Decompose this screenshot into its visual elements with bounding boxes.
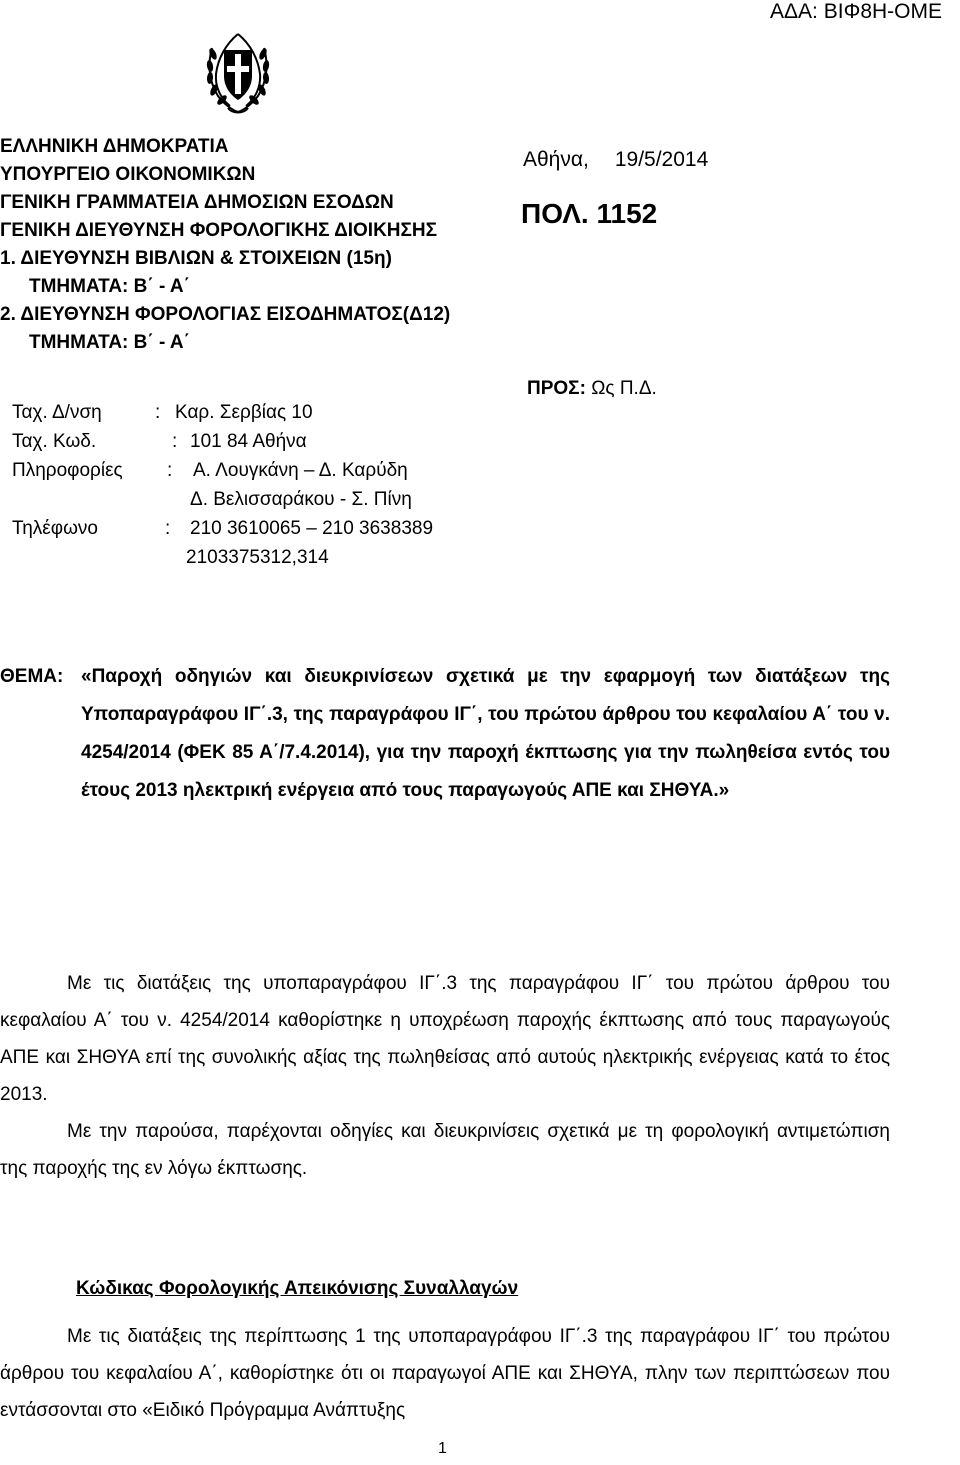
date-city: Αθήνα,: [523, 148, 589, 171]
body-paragraph: Με την παρούσα, παρέχονται οδηγίες και διευκρινίσεις σχετικά με τη φορολογική αντιμετώπιση της παροχής της εν λόγω έκπτωσης.: [0, 1121, 890, 1179]
org-line: 1. ΔΙΕΥΘΥΝΣΗ ΒΙΒΛΙΩΝ & ΣΤΟΙΧΕΙΩΝ (15η): [0, 248, 392, 269]
postal-code-value: 101 84 Αθήνα: [190, 431, 307, 452]
org-line: ΓΕΝΙΚΗ ΔΙΕΥΘΥΝΣΗ ΦΟΡΟΛΟΓΙΚΗΣ ΔΙΟΙΚΗΣΗΣ: [0, 220, 438, 241]
subject-label: ΘΕΜΑ:: [0, 666, 64, 687]
document-date: [523, 148, 708, 172]
recipient-label: ΠΡΟΣ:: [527, 378, 586, 399]
recipient-value: Ως Π.Δ.: [591, 378, 657, 399]
postal-address-label: Ταχ. Δ/νση: [12, 402, 102, 423]
date-value: 19/5/2014: [614, 148, 709, 171]
colon: :: [155, 402, 161, 423]
contact-details: [12, 398, 512, 572]
postal-code-label: Ταχ. Κωδ.: [12, 431, 97, 452]
postal-address-value: Καρ. Σερβίας 10: [175, 402, 313, 423]
body-text: [0, 965, 890, 1187]
ada-code: ΑΔΑ: ΒΙΦ8Η-ΟΜΕ: [770, 0, 942, 23]
section-heading: Κώδικας Φορολογικής Απεικόνισης Συναλλαγών: [76, 1278, 519, 1299]
section-body: [0, 1318, 890, 1429]
page-number: 1: [438, 1440, 447, 1457]
body-paragraph: Με τις διατάξεις της περίπτωσης 1 της υποπαραγράφου ΙΓ΄.3 της παραγράφου ΙΓ΄ του πρώτου άρθρου του κεφαλαίου Α΄, καθορίστηκε ότι οι παραγωγοί ΑΠΕ και ΣΗΘΥΑ, πλην των περιπτώσεων που εντάσσονται στο «Ειδικό Πρόγραμμα Ανάπτυξης: [0, 1326, 890, 1421]
subject-text: «Παροχή οδηγιών και διευκρινίσεων σχετικά με την εφαρμογή των διατάξεων της Υποπαραγράφου ΙΓ΄.3, της παραγράφου ΙΓ΄, του πρώτου άρθρου του κεφαλαίου Α΄ του ν. 4254/2014 (ΦΕΚ 85 Α΄/7.4.2014), για την παροχή έκπτωσης για την πωληθείσα εντός του έτους 2013 ηλεκτρική ενέργεια από τους παραγωγούς ΑΠΕ και ΣΗΘΥΑ.»: [81, 666, 890, 801]
recipient: [527, 378, 657, 400]
colon: :: [172, 431, 178, 452]
org-line: ΤΜΗΜΑΤΑ: Β΄ - Α΄: [29, 332, 190, 353]
info-label: Πληροφορίες: [12, 460, 123, 481]
body-paragraph: Με τις διατάξεις της υποπαραγράφου ΙΓ΄.3 της παραγράφου ΙΓ΄ του πρώτου άρθρου του κεφαλαίου Α΄ του ν. 4254/2014 καθορίστηκε η υποχρέωση παροχής έκπτωσης από τους παραγωγούς ΑΠΕ και ΣΗΘΥΑ επί της συνολικής αξίας της πωληθείσας από αυτούς ηλεκτρικής ενέργειας κατά το έτος 2013.: [0, 973, 890, 1105]
info-value: Α. Λουγκάνη – Δ. Καρύδη: [193, 460, 408, 481]
colon: :: [165, 518, 171, 539]
org-line: ΥΠΟΥΡΓΕΙΟ ΟΙΚΟΝΟΜΙΚΩΝ: [0, 164, 256, 185]
org-line: ΓΕΝΙΚΗ ΓΡΑΜΜΑΤΕΙΑ ΔΗΜΟΣΙΩΝ ΕΣΟΔΩΝ: [0, 192, 394, 213]
phone-value: 210 3610065 – 210 3638389: [190, 518, 434, 539]
org-line: ΕΛΛΗΝΙΚΗ ΔΗΜΟΚΡΑΤΙΑ: [0, 136, 229, 157]
hellenic-republic-emblem: [198, 28, 278, 118]
org-line: 2. ΔΙΕΥΘΥΝΣΗ ΦΟΡΟΛΟΓΙΑΣ ΕΙΣΟΔΗΜΑΤΟΣ(Δ12): [0, 304, 451, 325]
org-line: ΤΜΗΜΑΤΑ: Β΄ - Α΄: [29, 276, 190, 297]
circular-number: ΠΟΛ. 1152: [521, 198, 658, 229]
subject-block: [0, 658, 890, 810]
issuing-authority-block: [0, 133, 450, 357]
info-value-continued: Δ. Βελισσαράκου - Σ. Πίνη: [190, 489, 412, 510]
phone-label: Τηλέφωνο: [12, 518, 98, 539]
phone-value-continued: 2103375312,314: [186, 547, 329, 568]
colon: :: [167, 460, 173, 481]
